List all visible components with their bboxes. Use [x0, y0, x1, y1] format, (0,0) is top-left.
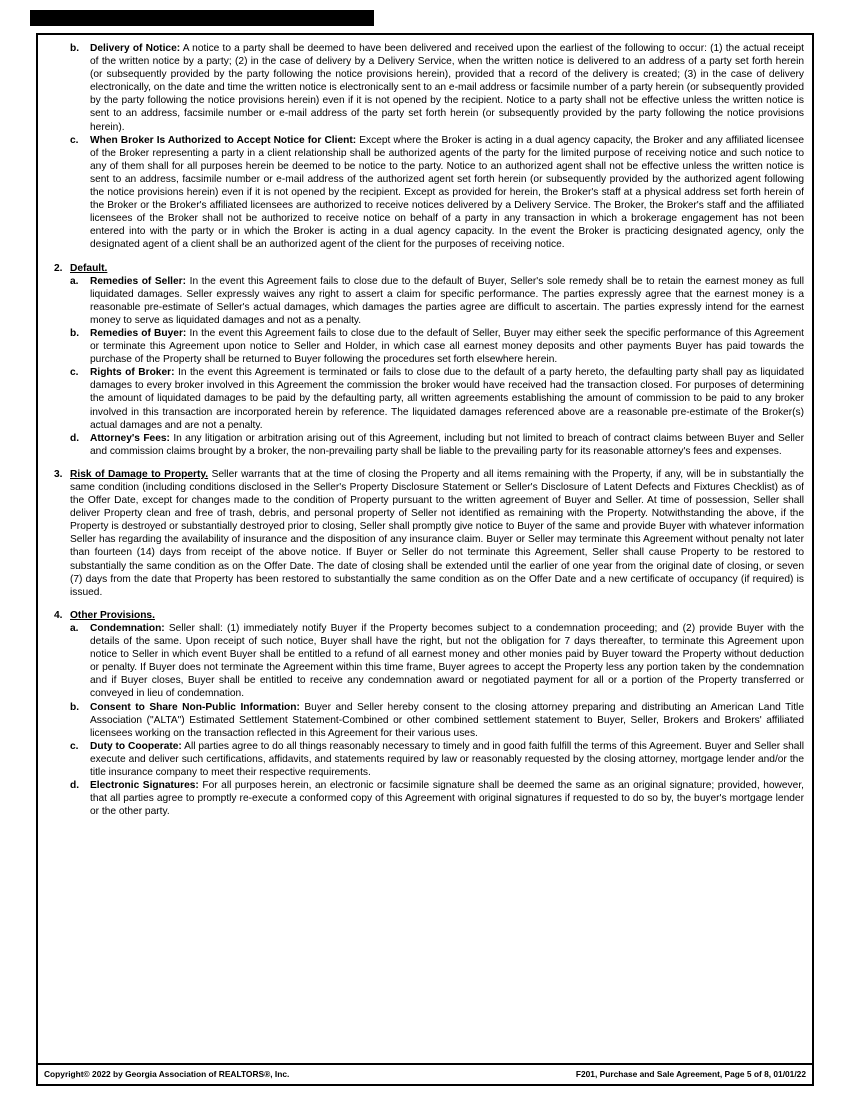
section-number: 3.: [54, 468, 63, 480]
clause-text: All parties agree to do all things reasonably necessary to timely and in good faith fulfill the terms of this Agreement. Buyer and Seller shall execute and deliver such certifications, affidavits, and statements required by law or reasonably requested by the closing attorney, mortgage lender and/or the title insurance company to meet their respective requirements.: [90, 740, 805, 778]
clause-marker: d.: [70, 780, 80, 792]
footer-form-info: F201, Purchase and Sale Agreement, Page 5 of 8, 01/01/22: [575, 1069, 806, 1079]
clause-label: Delivery of Notice:: [90, 43, 181, 54]
clause-label: Remedies of Seller:: [90, 275, 187, 287]
clause-electronic-signatures: [54, 779, 804, 818]
clause-text: Except where the Broker is acting in a dual agency capacity, the Broker and any affiliated licensee of the Broker representing a party in a client relationship shall be authorized agents of the party for the limited purpose of receiving notice and such notice to any of them shall for all purposes herein be deemed to be notice to the party. Notice to an authorized agent shall not be effective unless the written notice is sent to an address, facsimile number or e-mail address of the authorized agent set forth herein (or subsequently provided by the authorized agent following the notice provisions herein) even if it is not opened by the recipient. Except as provided for herein, the Broker's staff at a physical address set forth herein of the Broker or the Broker's affiliated licensees are authorized to receive notices delivered by a Delivery Service. The Broker, the Broker's staff and the affiliated licensees of the Broker shall not be authorized to receive notice on behalf of a party in any transaction in which a brokerage engagement has not been entered into with the party or in which the Broker is acting in a dual agency capacity. In the event the Broker is practicing designated agency, only the designated agent of a client shall be an authorized agent of the client for the purposes of receiving notice.: [90, 134, 804, 251]
clause-remedies-of-seller: [54, 275, 804, 327]
clause-condemnation: [54, 622, 804, 701]
document-page: [36, 33, 814, 1086]
clause-label: Duty to Cooperate:: [90, 740, 182, 752]
section-default-heading: [54, 262, 804, 275]
clause-marker: c.: [70, 740, 79, 752]
section-text: Seller warrants that at the time of closing the Property and all items remaining with the Property, if any, will be in substantially the same condition (including conditions disclosed in the Seller's Property Disclosure Statement or Seller's Disclosure of Latent Defects and Fixtures Checklist) as of the Offer Date, except for changes made to the condition of Property pursuant to the written agreement of Buyer and Seller. At time of possession, Seller shall deliver Property clean and free of trash, debris, and personal property of Seller not identified as remaining with the Property. Notwithstanding the above, if the Property is destroyed or substantially destroyed prior to closing, Seller shall promptly give notice to Buyer of the same and provide Buyer with whatever information Seller has regarding the availability of insurance and the disposition of any insurance claim. Buyer or Seller may terminate this Agreement without penalty not later than fourteen (14) days from receipt of the above notice. If Buyer or Seller do not terminate this Agreement, Seller shall cause Property to be restored to substantially the same condition as on the Offer Date. The date of closing shall be extended until the earlier of one year from the original date of closing, or seven (7) days from the date that Property has been restored to substantially the same condition as on the Offer Date and a new certificate of occupancy (if required) is issued.: [70, 468, 804, 598]
section-other-provisions-heading: [54, 609, 804, 622]
clause-marker: b.: [70, 701, 80, 713]
clause-delivery-of-notice: [54, 42, 804, 134]
clause-duty-to-cooperate: [54, 740, 804, 779]
clause-label: Attorney's Fees:: [90, 432, 170, 444]
clause-text: In the event this Agreement is terminated or fails to close due to the default of a party hereto, the defaulting party shall pay as liquidated damages to every broker involved in this Agreement the commission the broker would have received had the transaction closed. For purposes of determining the amount of liquidated damages to be paid by the defaulting party, all written agreements establishing the amount of commission to be paid to any broker involved in this transaction are incorporated herein by reference. The liquidated damages referenced above are a reasonable pre-estimate of the Broker(s) actual damages and are not a penalty.: [90, 367, 805, 431]
redaction-bar: [30, 10, 374, 26]
clause-text: A notice to a party shall be deemed to have been delivered and received upon the earliest of the following to occur: (1) the actual receipt of the written notice by a party; (2) in the case of delivery by a Delivery Service, when the written notice is delivered to an address of a party set forth herein (or subsequently provided by the party following the notice provisions herein), provided that a record of the delivery is created; (3) in the case of delivery electronically, on the date and time the written notice is electronically sent to an e-mail address or facsimile number of a party herein (or subsequently provided by the party following the notice provisions herein) even if it is not opened by the recipient. Notice to a party shall not be effective unless the written notice is sent to an address, facsimile number or e-mail address of the party set forth herein (or subsequently provided by the party following the notice provisions herein).: [90, 43, 804, 133]
clause-marker: c.: [70, 134, 79, 146]
clause-text: For all purposes herein, an electronic or facsimile signature shall be deemed the same as an original signature; provided, however, that all parties agree to promptly re-execute a conformed copy of this Agreement with original signatures if requested to do so by, the buyer's mortgage lender or the other party.: [90, 780, 804, 818]
clause-text: In the event this Agreement fails to close due to the default of Buyer, Seller's sole remedy shall be to retain the earnest money as full liquidated damages. Seller expressly waives any right to assert a claim for specific performance. The parties expressly agree that the earnest money is a reasonable pre-estimate of Seller's actual damages, which damages the parties agree are difficult to ascertain. The parties expressly intend for the earnest money to serve as liquidated damages and not as a penalty.: [90, 275, 804, 326]
clause-marker: b.: [70, 43, 80, 54]
clause-text: Buyer and Seller hereby consent to the closing attorney preparing and distributing an American Land Title Association ("ALTA") Estimated Settlement Statement-Combined or other combined settlement statement to Buyer, Seller, Brokers and Brokers' affiliated licensees working on the transaction reflected in this Agreement for their various uses.: [90, 701, 804, 739]
section-number: 4.: [54, 609, 63, 621]
clause-remedies-of-buyer: [54, 327, 804, 366]
section-number: 2.: [54, 262, 63, 274]
clause-broker-authorized-notice: [54, 134, 804, 252]
clause-text: In any litigation or arbitration arising out of this Agreement, including but not limited to breach of contract claims between Buyer and Seller and commission claims brought by a broker, the non-prevailing party shall be liable to the prevailing party for its reasonable attorney's fees and expenses.: [90, 432, 804, 457]
section-title: Default.: [70, 262, 108, 274]
clause-label: Condemnation:: [90, 622, 165, 634]
clause-text: In the event this Agreement fails to close due to the default of Seller, Buyer may either seek the specific performance of this Agreement or terminate this Agreement upon notice to Seller and Holder, in which case all earnest money deposits and other payments Buyer has paid towards the purchase of the Property shall be returned to Buyer following the procedures set forth elsewhere herein.: [90, 327, 804, 366]
clause-text: Seller shall: (1) immediately notify Buyer if the Property becomes subject to a condemnation proceeding; and (2) provide Buyer with the details of the same. Upon receipt of such notice, Buyer shall have the right, but not the obligation for 7 days thereafter, to terminate this Agreement upon notice to Seller in which event Buyer shall be entitled to a refund of all earnest money and other monies paid by Buyer toward the Property without deduction or penalty. If Buyer does not terminate the Agreement within this time frame, Buyer agrees to accept the Property less any portion taken by the condemnation and if Buyer closes, Buyer shall be entitled to receive any condemnation award or negotiated payment for all or a portion of the Property transferred or conveyed in lieu of condemnation.: [90, 622, 804, 700]
clause-label: Consent to Share Non-Public Information:: [90, 701, 300, 713]
clause-consent-to-share-non-public-information: [54, 701, 804, 740]
section-title: Risk of Damage to Property.: [70, 468, 209, 480]
clause-marker: a.: [70, 622, 79, 634]
clause-label: Remedies of Buyer:: [90, 327, 187, 339]
clause-label: When Broker Is Authorized to Accept Notice for Client:: [90, 134, 357, 146]
clause-marker: d.: [70, 432, 80, 444]
clause-attorneys-fees: [54, 432, 804, 458]
clause-marker: a.: [70, 275, 79, 287]
footer-copyright: Copyright© 2022 by Georgia Association of REALTORS®, Inc.: [44, 1069, 290, 1079]
section-title: Other Provisions.: [70, 609, 155, 621]
page-footer: [38, 1063, 812, 1084]
section-risk-of-damage: [54, 468, 804, 599]
clause-rights-of-broker: [54, 366, 804, 431]
document-content: [38, 35, 812, 1063]
clause-marker: b.: [70, 327, 80, 339]
clause-label: Electronic Signatures:: [90, 780, 199, 792]
clause-label: Rights of Broker:: [90, 367, 175, 379]
clause-marker: c.: [70, 367, 79, 379]
